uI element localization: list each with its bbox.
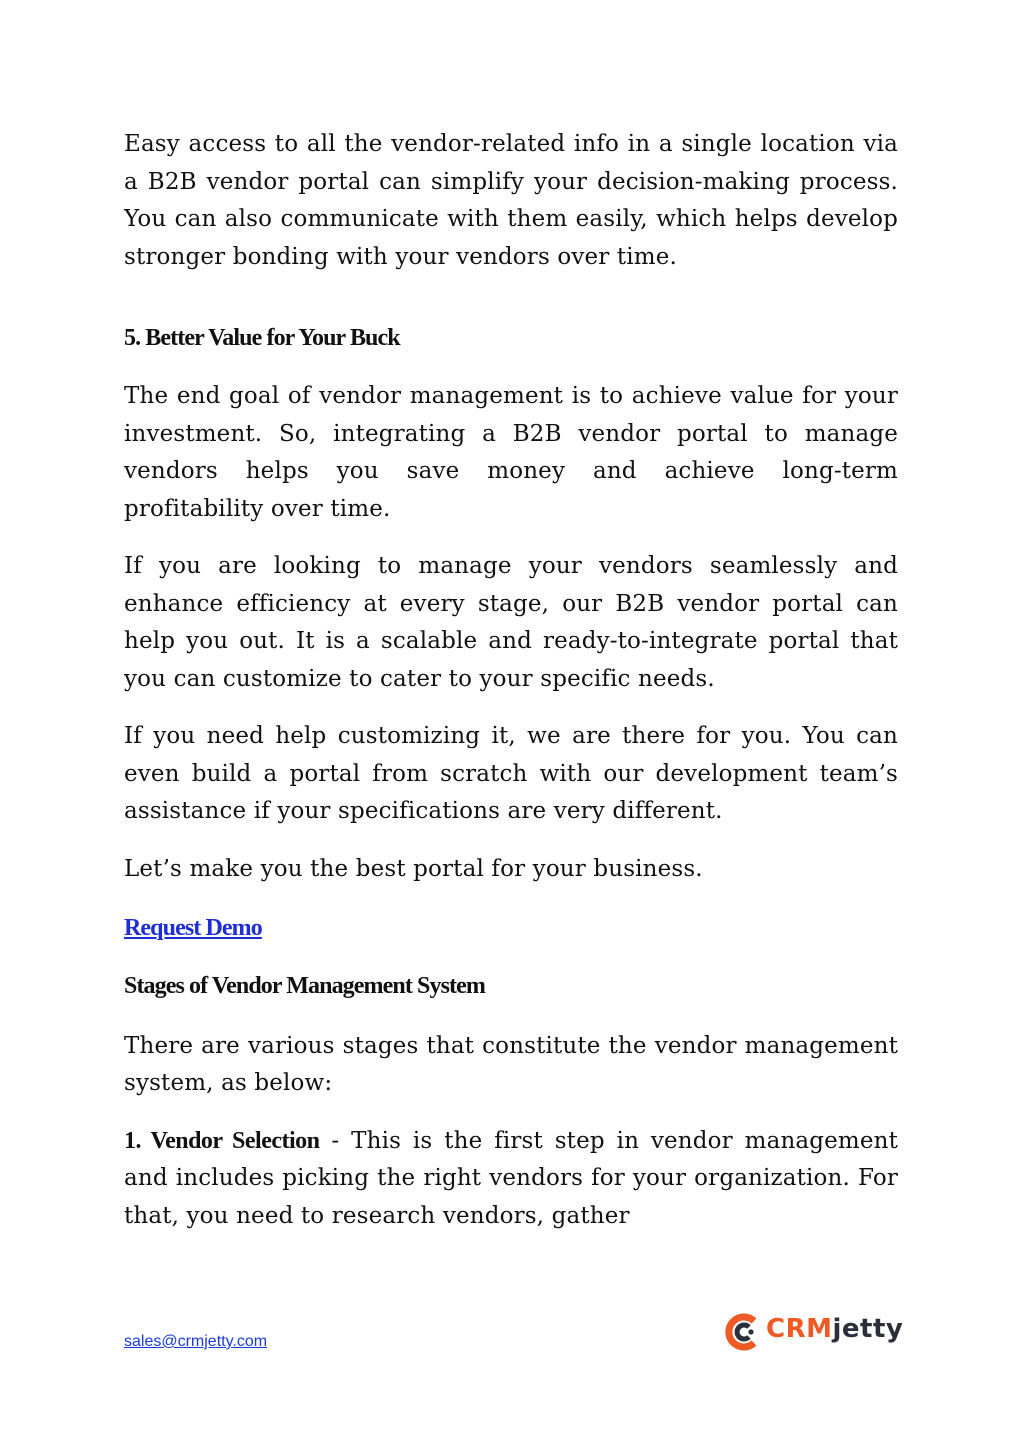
footer-email-link[interactable]: sales@crmjetty.com bbox=[124, 1333, 268, 1350]
paragraph-various-stages: There are various stages that constitute the vendor management system, as below: bbox=[124, 1032, 898, 1096]
heading-stages: Stages of Vendor Management System bbox=[124, 972, 485, 999]
logo-crm-text: CRM bbox=[766, 1314, 833, 1344]
paragraph-vendor-selection bbox=[124, 1123, 898, 1236]
crmjetty-c-logo-icon bbox=[722, 1312, 762, 1352]
heading-better-value: 5. Better Value for Your Buck bbox=[124, 325, 400, 351]
paragraph-manage-vendors: If you are looking to manage your vendors seamlessly and enhance efficiency at every stage, our B2B vendor portal can help you out. It is a scalable and ready-to-integrate portal that you can customize to cater to your specific needs. bbox=[124, 553, 898, 692]
crmjetty-logo bbox=[722, 1312, 902, 1354]
request-demo-link[interactable]: Request Demo bbox=[124, 915, 262, 941]
stage-title-vendor-selection: 1. Vendor Selection bbox=[124, 1127, 320, 1154]
paragraph-best-portal: Let’s make you the best portal for your business. bbox=[124, 855, 703, 882]
paragraph-end-goal: The end goal of vendor management is to achieve value for your investment. So, integrating a B2B vendor portal to manage vendors helps you save money and achieve long-term profitability over time. bbox=[124, 383, 898, 522]
paragraph-easy-access: Easy access to all the vendor-related info in a single location via a B2B vendor portal can simplify your decision-making process. You can also communicate with them easily, which helps develop stronger bonding with your vendors over time. bbox=[124, 131, 898, 270]
logo-jetty-text: jetty bbox=[832, 1314, 904, 1344]
stage-text-vendor-selection: - This is the first step in vendor management and includes picking the right vendors for your organization. For that, you need to research vendors, gather bbox=[124, 1127, 898, 1229]
paragraph-help-customizing: If you need help customizing it, we are there for you. You can even build a portal from scratch with our development team’s assistance if your specifications are very different. bbox=[124, 723, 898, 824]
document-body bbox=[124, 126, 898, 1255]
crmjetty-logo-text bbox=[766, 1314, 903, 1344]
